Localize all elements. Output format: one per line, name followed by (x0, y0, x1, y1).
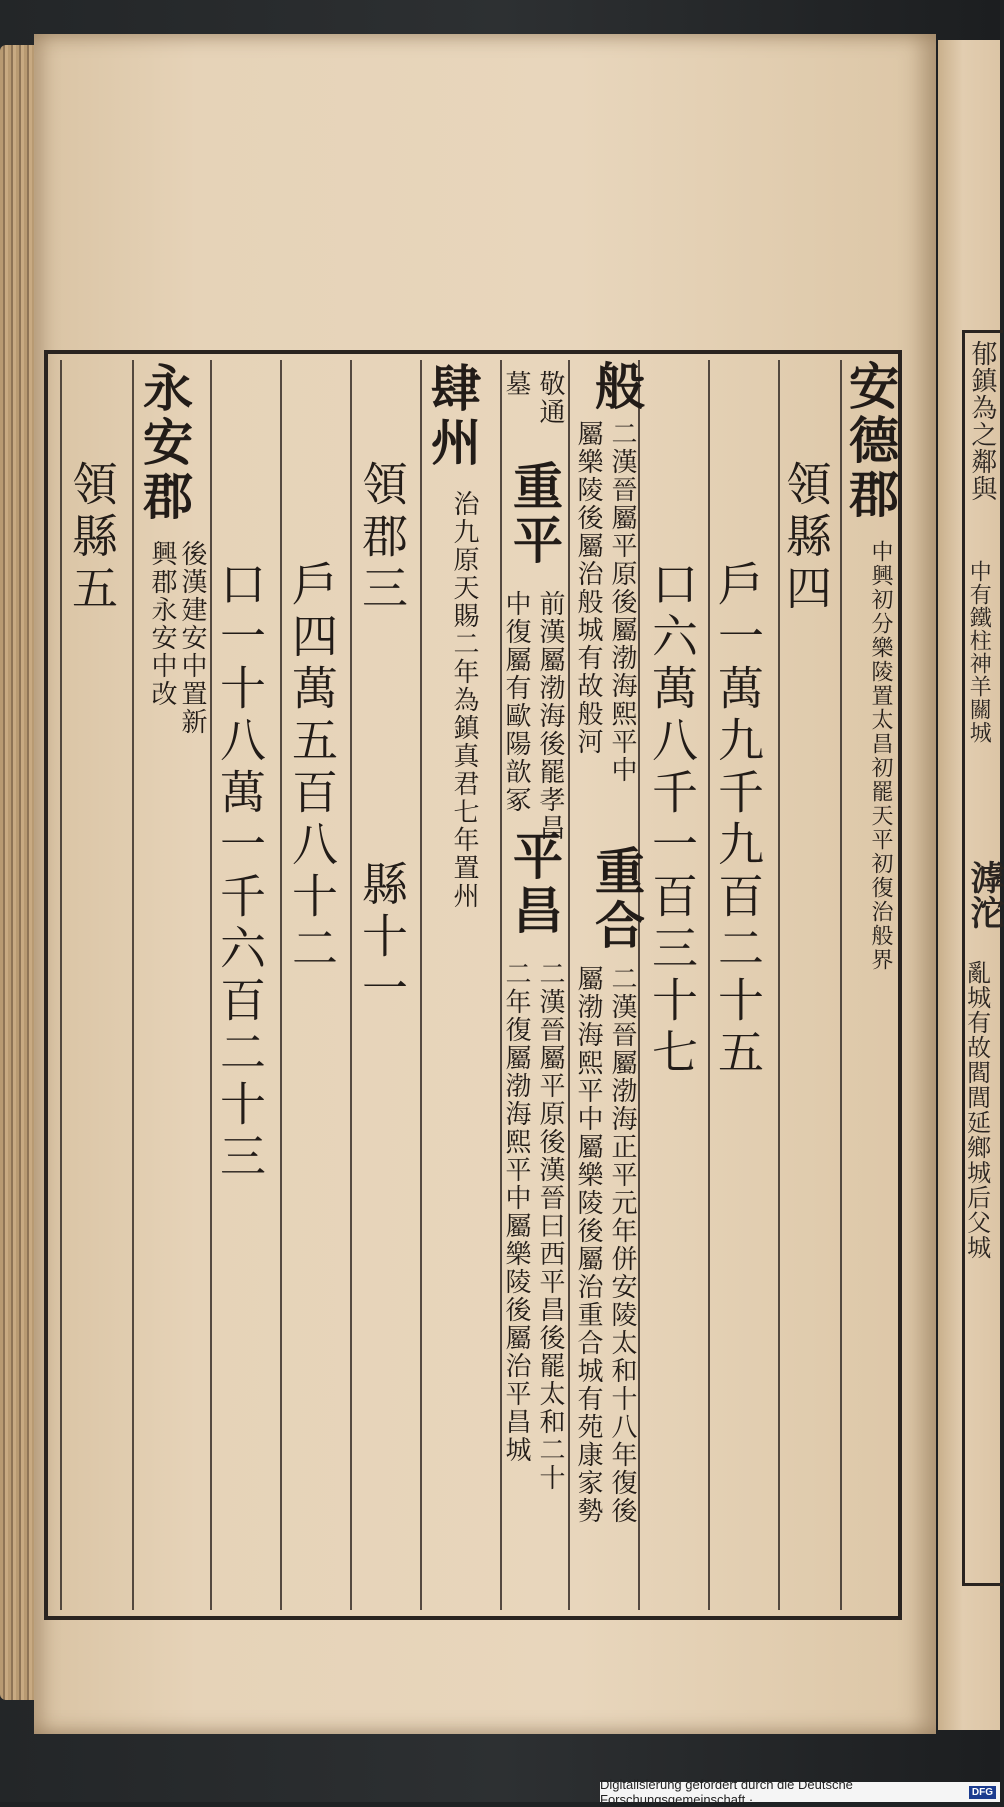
column-10-text-a: 領郡三 (355, 460, 409, 616)
facing-page-column-b: 中有鐵柱神羊關城 (966, 560, 992, 744)
column-4-text: 口六萬八千一百三十七 (645, 560, 699, 1080)
column-10-text-b: 縣十一 (355, 860, 409, 1016)
column-13-note-b: 興郡永安中改 (147, 540, 177, 708)
column-9-note: 治九原天賜二年為鎮真君七年置州 (449, 490, 479, 910)
column-rule (210, 360, 212, 1610)
column-rule (350, 360, 352, 1610)
column-rule (420, 360, 422, 1610)
column-5-note-a: 二漢晉屬平原後屬渤海熙平中 (607, 420, 637, 784)
column-7-note-a: 前漢屬渤海後罷孝昌 (535, 590, 565, 842)
column-rule (60, 360, 62, 1610)
column-7-prefix: 敬通 (535, 370, 565, 426)
column-rule (568, 360, 570, 1610)
column-9-title: 肆州 (423, 362, 482, 470)
column-rule (132, 360, 134, 1610)
column-5-title: 般 (587, 360, 646, 414)
column-1-note: 中興初分樂陵置太昌初罷天平初復治般界 (868, 540, 893, 972)
dfg-logo: DFG (969, 1786, 996, 1799)
column-2-text: 領縣四 (779, 460, 833, 616)
column-7-title: 重平 (505, 460, 564, 568)
column-rule (840, 360, 842, 1610)
column-1-title: 安德郡 (841, 360, 900, 522)
column-8-note-a: 中復屬有歐陽歆冢 (501, 590, 531, 814)
column-13-title: 永安郡 (135, 362, 194, 524)
column-3-text: 戶一萬九千九百二十五 (711, 560, 765, 1080)
column-6-note-b: 屬渤海熙平中屬樂陵後屬治重合城有苑康家勢 (573, 965, 603, 1525)
column-14-text: 領縣五 (65, 460, 119, 616)
column-8-prefix: 墓 (501, 370, 531, 398)
column-5-subtitle: 重合 (587, 845, 646, 953)
column-rule (638, 360, 640, 1610)
facing-page-column-d: 亂城有故閻閭延鄉城后父城 (962, 960, 991, 1260)
column-11-text: 戶四萬五百八十二 (285, 560, 339, 976)
column-8-note-b: 二年復屬渤海熙平中屬樂陵後屬治平昌城 (501, 960, 531, 1464)
column-6-note-a: 屬樂陵後屬治般城有故般河 (573, 420, 603, 756)
credit-text: Digitalisierung gefördert durch die Deutsche Forschungsgemeinschaft · (600, 1777, 853, 1807)
column-rule (280, 360, 282, 1610)
column-7-title-2: 平昌 (505, 830, 564, 938)
column-7-note-b: 二漢晉屬平原後漢晉曰西平昌後罷太和二十 (535, 960, 565, 1492)
column-9-note-a (449, 490, 479, 910)
column-12-text: 口一十八萬一千六百二十三 (213, 560, 267, 1184)
digitization-credit (600, 1777, 1000, 1807)
column-13-note-a: 後漢建安中置新 (177, 540, 207, 736)
facing-page-column-c: 滹沱 (964, 860, 1004, 930)
column-5-note-b: 二漢晉屬渤海正平元年併安陵太和十八年復後 (607, 965, 637, 1525)
column-rule (708, 360, 710, 1610)
facing-page-frame (962, 330, 1003, 1586)
facing-page-column-a: 郁鎮為之鄰與 (966, 340, 997, 502)
